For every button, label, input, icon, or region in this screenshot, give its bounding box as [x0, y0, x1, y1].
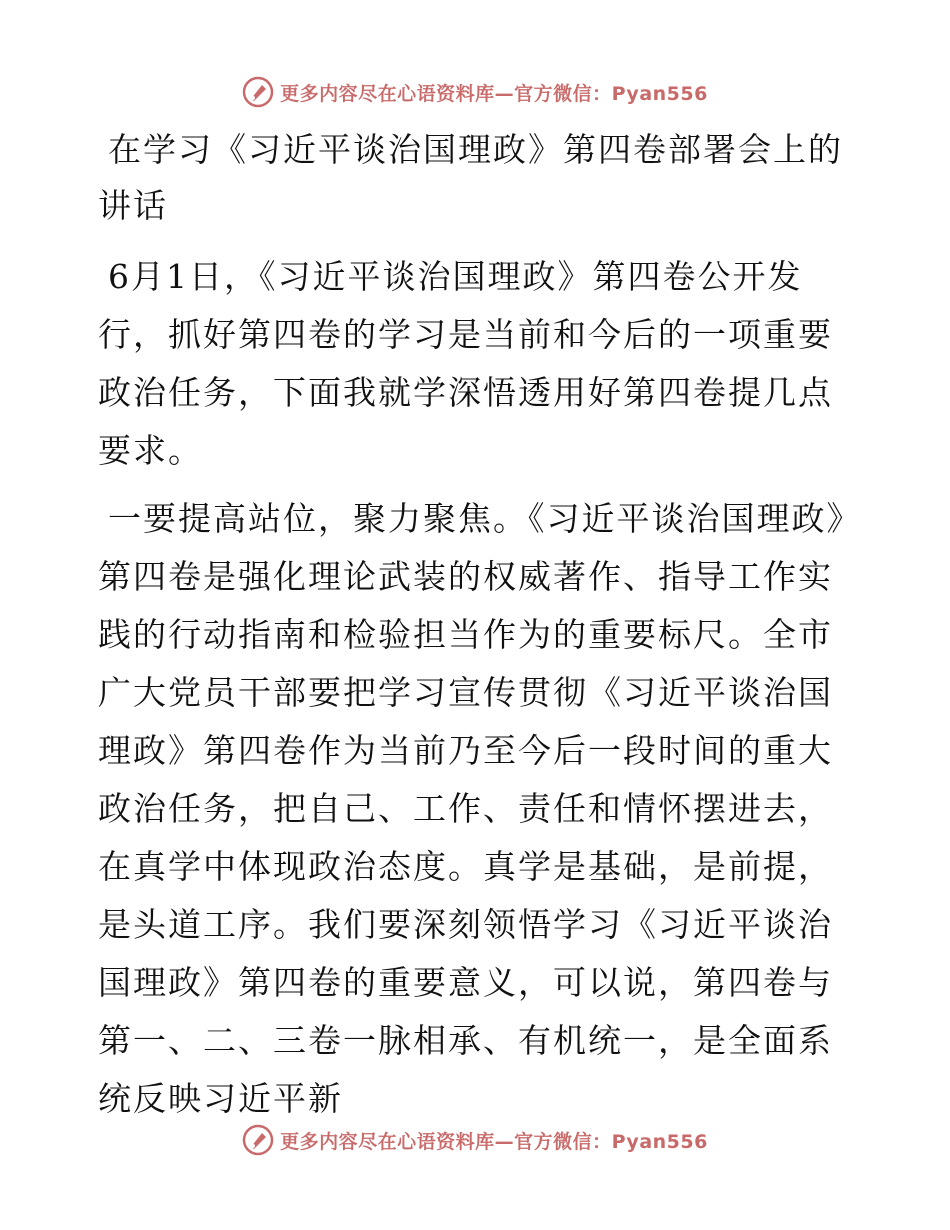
- paragraph: 6月1日，《习近平谈治国理政》第四卷公开发行，抓好第四卷的学习是当前和今后的一项重要政治任务，下面我就学深悟透用好第四卷提几点要求。: [98, 257, 833, 470]
- document-body: [98, 122, 850, 1138]
- document-title: 在学习《习近平谈治国理政》第四卷部署会上的讲话: [98, 130, 843, 225]
- paragraph: 一要提高站位，聚力聚焦。《习近平谈治国理政》第四卷是强化理论武装的权威著作、指导工作实践的行动指南和检验担当作为的重要标尺。全市广大党员干部要把学习宣传贯彻《习近平谈治国理政》第四卷作为当前乃至今后一段时间的重大政治任务，把自己、工作、责任和情怀摆进去，在真学中体现政治态度。真学是基础，是前提，是头道工序。我们要深刻领悟学习《习近平谈治国理政》第四卷的重要意义，可以说，第四卷与第一、二、三卷一脉相承、有机统一，是全面系统反映习近平新: [98, 499, 845, 1118]
- watermark-text: 更多内容尽在心语资料库—官方微信：Pyan556: [280, 82, 708, 105]
- watermark-text: 更多内容尽在心语资料库—官方微信：Pyan556: [280, 1130, 708, 1153]
- footer-watermark: [0, 1120, 950, 1160]
- pen-nib-logo-icon: [242, 76, 274, 108]
- pen-nib-logo-icon: [242, 1124, 274, 1156]
- header-watermark: [0, 72, 950, 112]
